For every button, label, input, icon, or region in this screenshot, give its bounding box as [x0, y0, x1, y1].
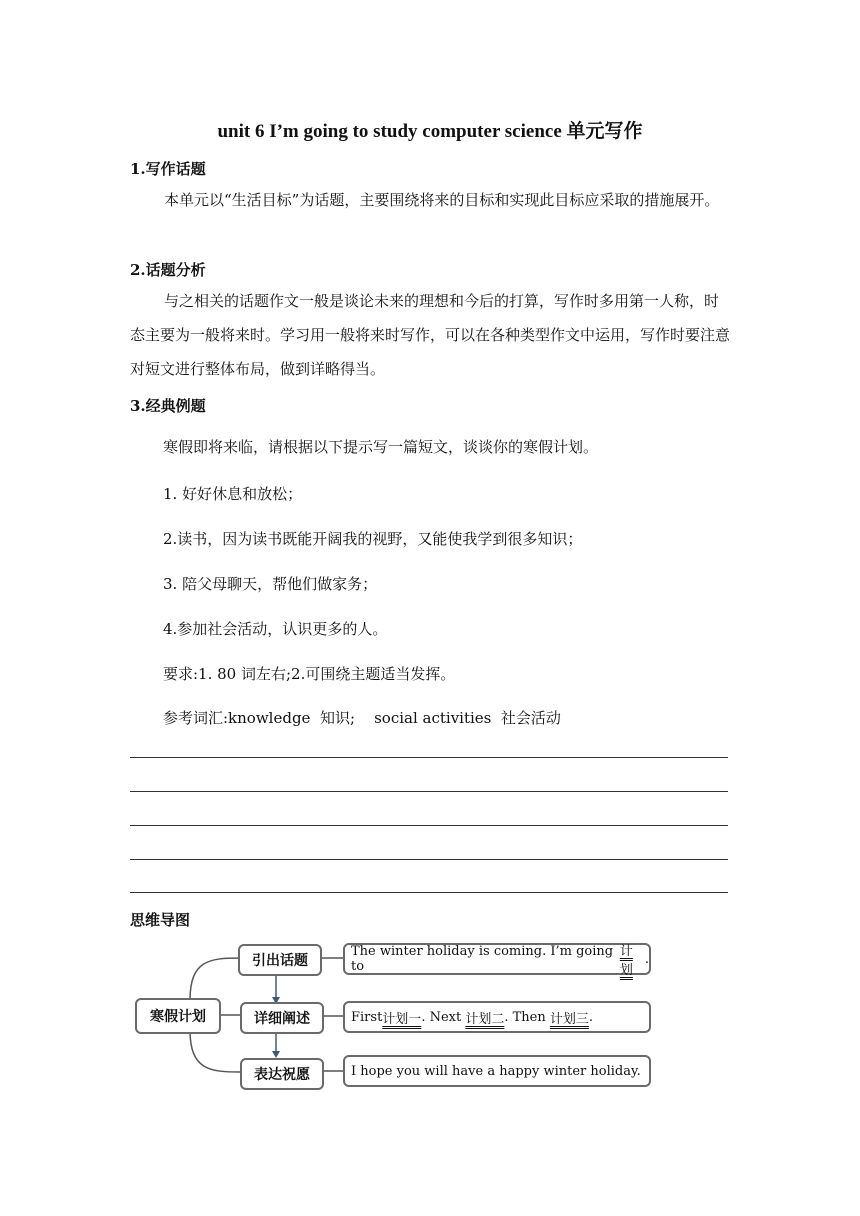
sentence-text: . — [588, 1009, 594, 1025]
sentence-text: The winter holiday is coming. I’m going to — [351, 944, 614, 974]
plan-blank: 计划二 — [465, 1011, 505, 1027]
sentence-text: . — [644, 951, 649, 967]
mindmap-node-elaborate: 详细阐述 — [240, 1002, 324, 1034]
exercise-item: 1. 好好休息和放松； — [163, 485, 303, 503]
exercise-item: 4.参加社会活动，认识更多的人。 — [163, 620, 388, 638]
mindmap-sentence-details — [343, 1001, 651, 1033]
plan-blank: 计划 — [619, 944, 633, 978]
mindmap-center-node: 寒假计划 — [135, 998, 221, 1034]
sentence-text: I hope you will have a happy winter holiday. — [351, 1063, 641, 1079]
mindmap-node-wishes: 表达祝愿 — [240, 1058, 324, 1090]
exercise-prompt: 寒假即将来临，请根据以下提示写一篇短文，谈谈你的寒假计划。 — [163, 438, 599, 456]
page-title: unit 6 I’m going to study computer science 单元写作 — [217, 121, 643, 142]
section-2-heading: 2.话题分析 — [130, 261, 206, 279]
section-3-heading: 3.经典例题 — [130, 397, 206, 415]
mindmap-sentence-wish — [343, 1055, 651, 1087]
exercise-requirement: 要求:1. 80 词左右;2.可围绕主题适当发挥。 — [163, 665, 456, 683]
mindmap-node-introduce-topic: 引出话题 — [238, 944, 322, 976]
exercise-vocabulary: 参考词汇:knowledge 知识; social activities 社会活动 — [163, 709, 561, 727]
sentence-text: . Then — [504, 1009, 550, 1025]
plan-blank: 计划一 — [382, 1011, 422, 1027]
exercise-item: 3. 陪父母聊天，帮他们做家务； — [163, 575, 378, 593]
mindmap-sentence-intro — [343, 943, 651, 978]
mindmap-heading: 思维导图 — [130, 911, 191, 929]
section-2-paragraph: 与之相关的话题作文一般是谈论未来的理想和今后的打算，写作时多用第一人称，时态主要为一般将来时。学习用一般将来时写作，可以在各种类型作文中运用，写作时要注意对短文进行整体布局，做到详略得当。 — [130, 292, 731, 378]
plan-blank: 计划三 — [549, 1011, 589, 1027]
section-1-paragraph: 本单元以“生活目标”为话题，主要围绕将来的目标和实现此目标应采取的措施展开。 — [164, 191, 720, 209]
sentence-text: . Next — [421, 1009, 466, 1025]
sentence-text: First — [351, 1009, 383, 1025]
exercise-item: 2.读书，因为读书既能开阔我的视野，又能使我学到很多知识； — [163, 530, 583, 548]
section-1-heading: 1.写作话题 — [130, 160, 206, 178]
